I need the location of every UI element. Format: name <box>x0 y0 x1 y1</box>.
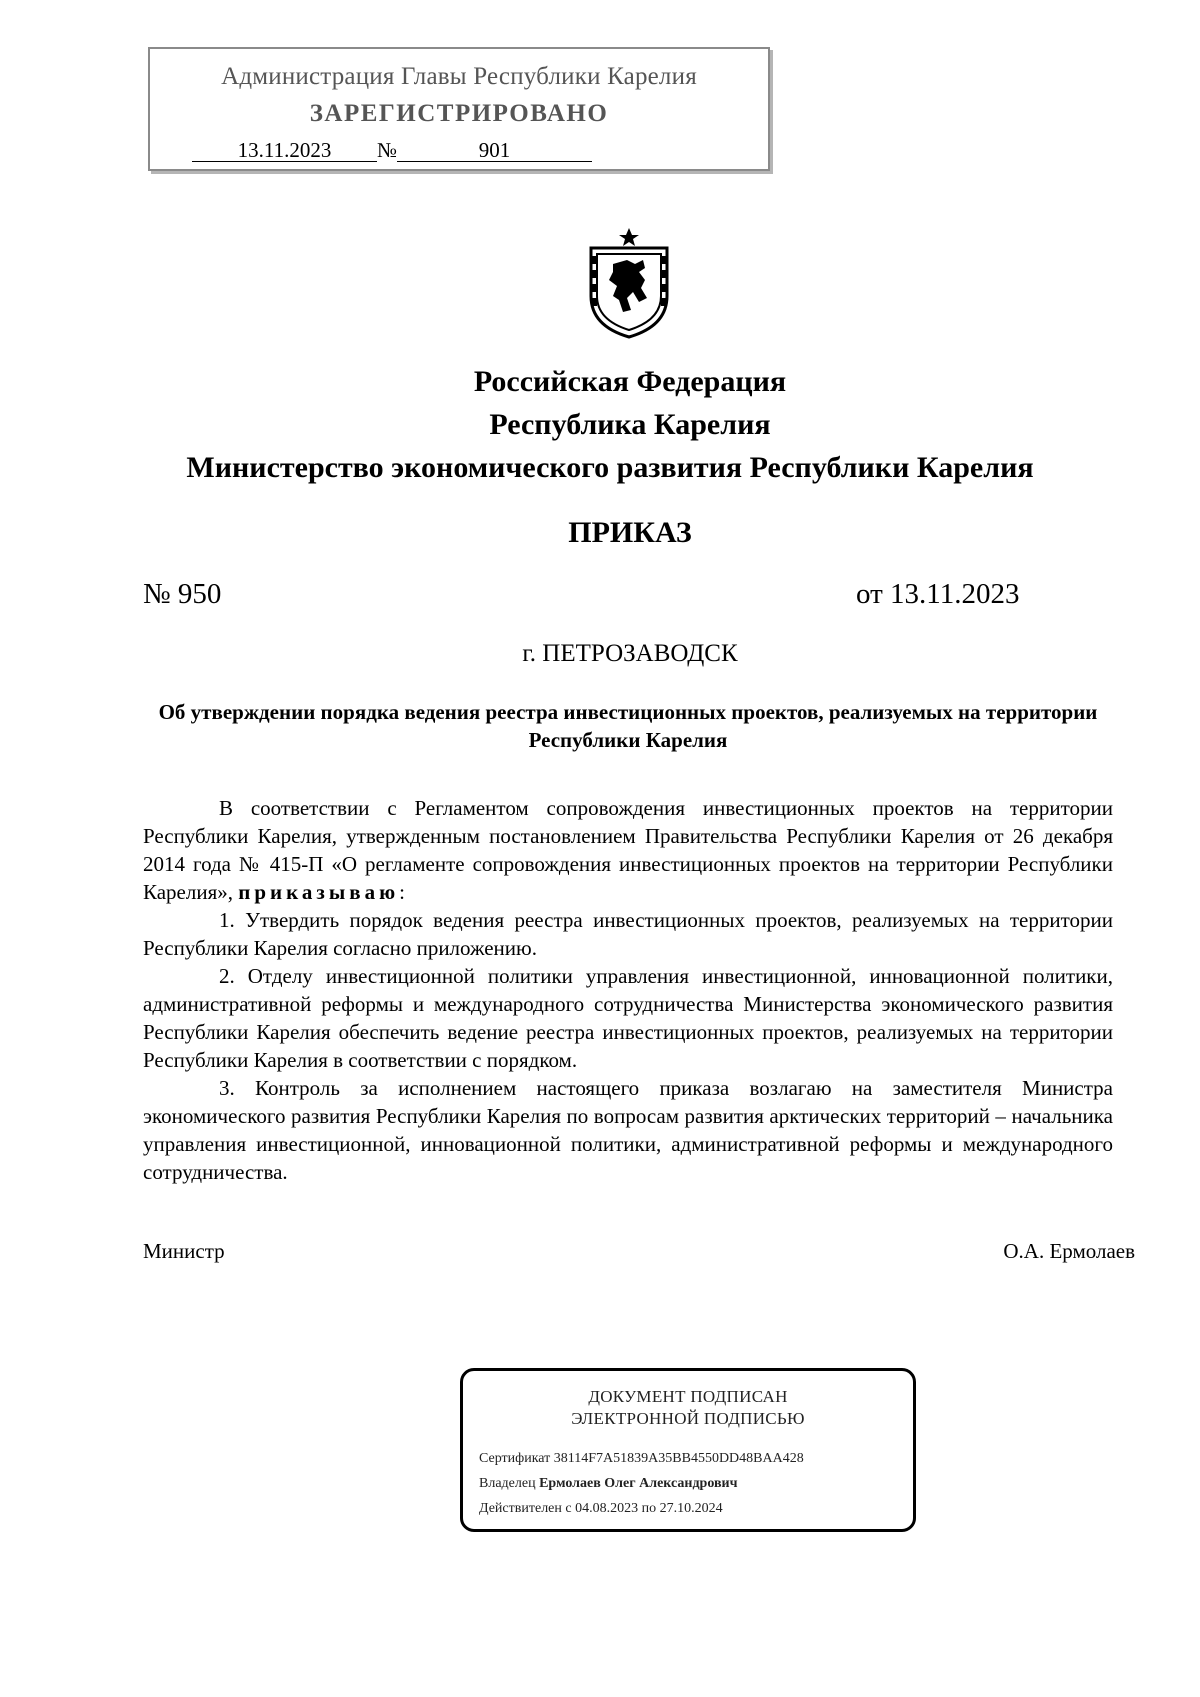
esign-owner-value: Ермолаев Олег Александрович <box>539 1476 738 1491</box>
body-item-1: 1. Утвердить порядок ведения реестра инвестиционных проектов, реализуемых на территории Республики Карелия согласно приложению. <box>143 908 1113 960</box>
stamp-authority: Администрация Главы Республики Карелия <box>221 63 697 90</box>
document-body <box>143 794 1113 1186</box>
body-intro <box>143 794 1113 906</box>
esign-valid-from-label: с <box>565 1501 572 1516</box>
doc-type: ПРИКАЗ <box>568 516 692 549</box>
esign-validity <box>479 1501 723 1517</box>
signature-name: О.А. Ермолаев <box>1003 1239 1135 1263</box>
body-intro-text: В соответствии с Регламентом сопровождения инвестиционных проектов на территории Республики Карелия, утвержденным постановлением Правительства Республики Карелия от 26 декабря 2014 года № 415-П «О регламенте сопровождения инвестиционных проектов на территории Республики Карелия», <box>143 796 1113 904</box>
esign-valid-to: 27.10.2024 <box>659 1501 723 1516</box>
header-region: Республика Карелия <box>489 408 771 441</box>
electronic-signature-stamp <box>460 1368 916 1532</box>
order-number: № 950 <box>143 578 222 610</box>
body-item-2: 2. Отделу инвестиционной политики управления инвестиционной, инновационной политики, административной реформы и международного сотрудничества Министерства экономического развития Республики Карелия обеспечить ведение реестра инвестиционных проектов, реализуемых на территории Республики Карелия в соответствии с порядком. <box>143 964 1113 1072</box>
esign-line1: ДОКУМЕНТ ПОДПИСАН <box>588 1387 788 1406</box>
order-city: г. ПЕТРОЗАВОДСК <box>522 640 738 667</box>
esign-cert-label: Сертификат <box>479 1451 551 1466</box>
order-date: от 13.11.2023 <box>856 578 1020 610</box>
esign-line2: ЭЛЕКТРОННОЙ ПОДПИСЬЮ <box>571 1409 805 1428</box>
stamp-date: 13.11.2023 <box>192 139 377 162</box>
header-country: Российская Федерация <box>473 365 787 398</box>
header-ministry: Министерство экономического развития Республики Карелия <box>186 451 1034 484</box>
esign-valid-from: 04.08.2023 <box>575 1501 639 1516</box>
esign-owner <box>479 1476 738 1492</box>
registration-stamp <box>148 47 770 171</box>
document-title: Об утверждении порядка ведения реестра инвестиционных проектов, реализуемых на территории Республики Карелия <box>158 700 1098 752</box>
body-item-3: 3. Контроль за исполнением настоящего приказа возлагаю на заместителя Министра экономического развития Республики Карелия по вопросам развития арктических территорий – начальника управления инвестиционной, инновационной политики, административной реформы и международного сотрудничества. <box>143 1076 1113 1184</box>
stamp-number: 901 <box>397 139 592 162</box>
order-word: приказываю <box>238 880 400 904</box>
stamp-number-label: № <box>377 138 398 162</box>
esign-valid-to-label: по <box>641 1501 657 1516</box>
esign-owner-label: Владелец <box>479 1476 536 1491</box>
stamp-registered: ЗАРЕГИСТРИРОВАНО <box>309 100 609 127</box>
esign-valid-label: Действителен <box>479 1501 562 1516</box>
karelia-coat-of-arms-icon <box>583 226 675 339</box>
order-colon: : <box>399 880 405 904</box>
stamp-reg-line <box>192 138 592 163</box>
esign-certificate <box>479 1451 804 1467</box>
signature-title: Министр <box>143 1239 225 1263</box>
esign-cert-value: 38114F7A51839A35BB4550DD48BAA428 <box>553 1451 804 1466</box>
